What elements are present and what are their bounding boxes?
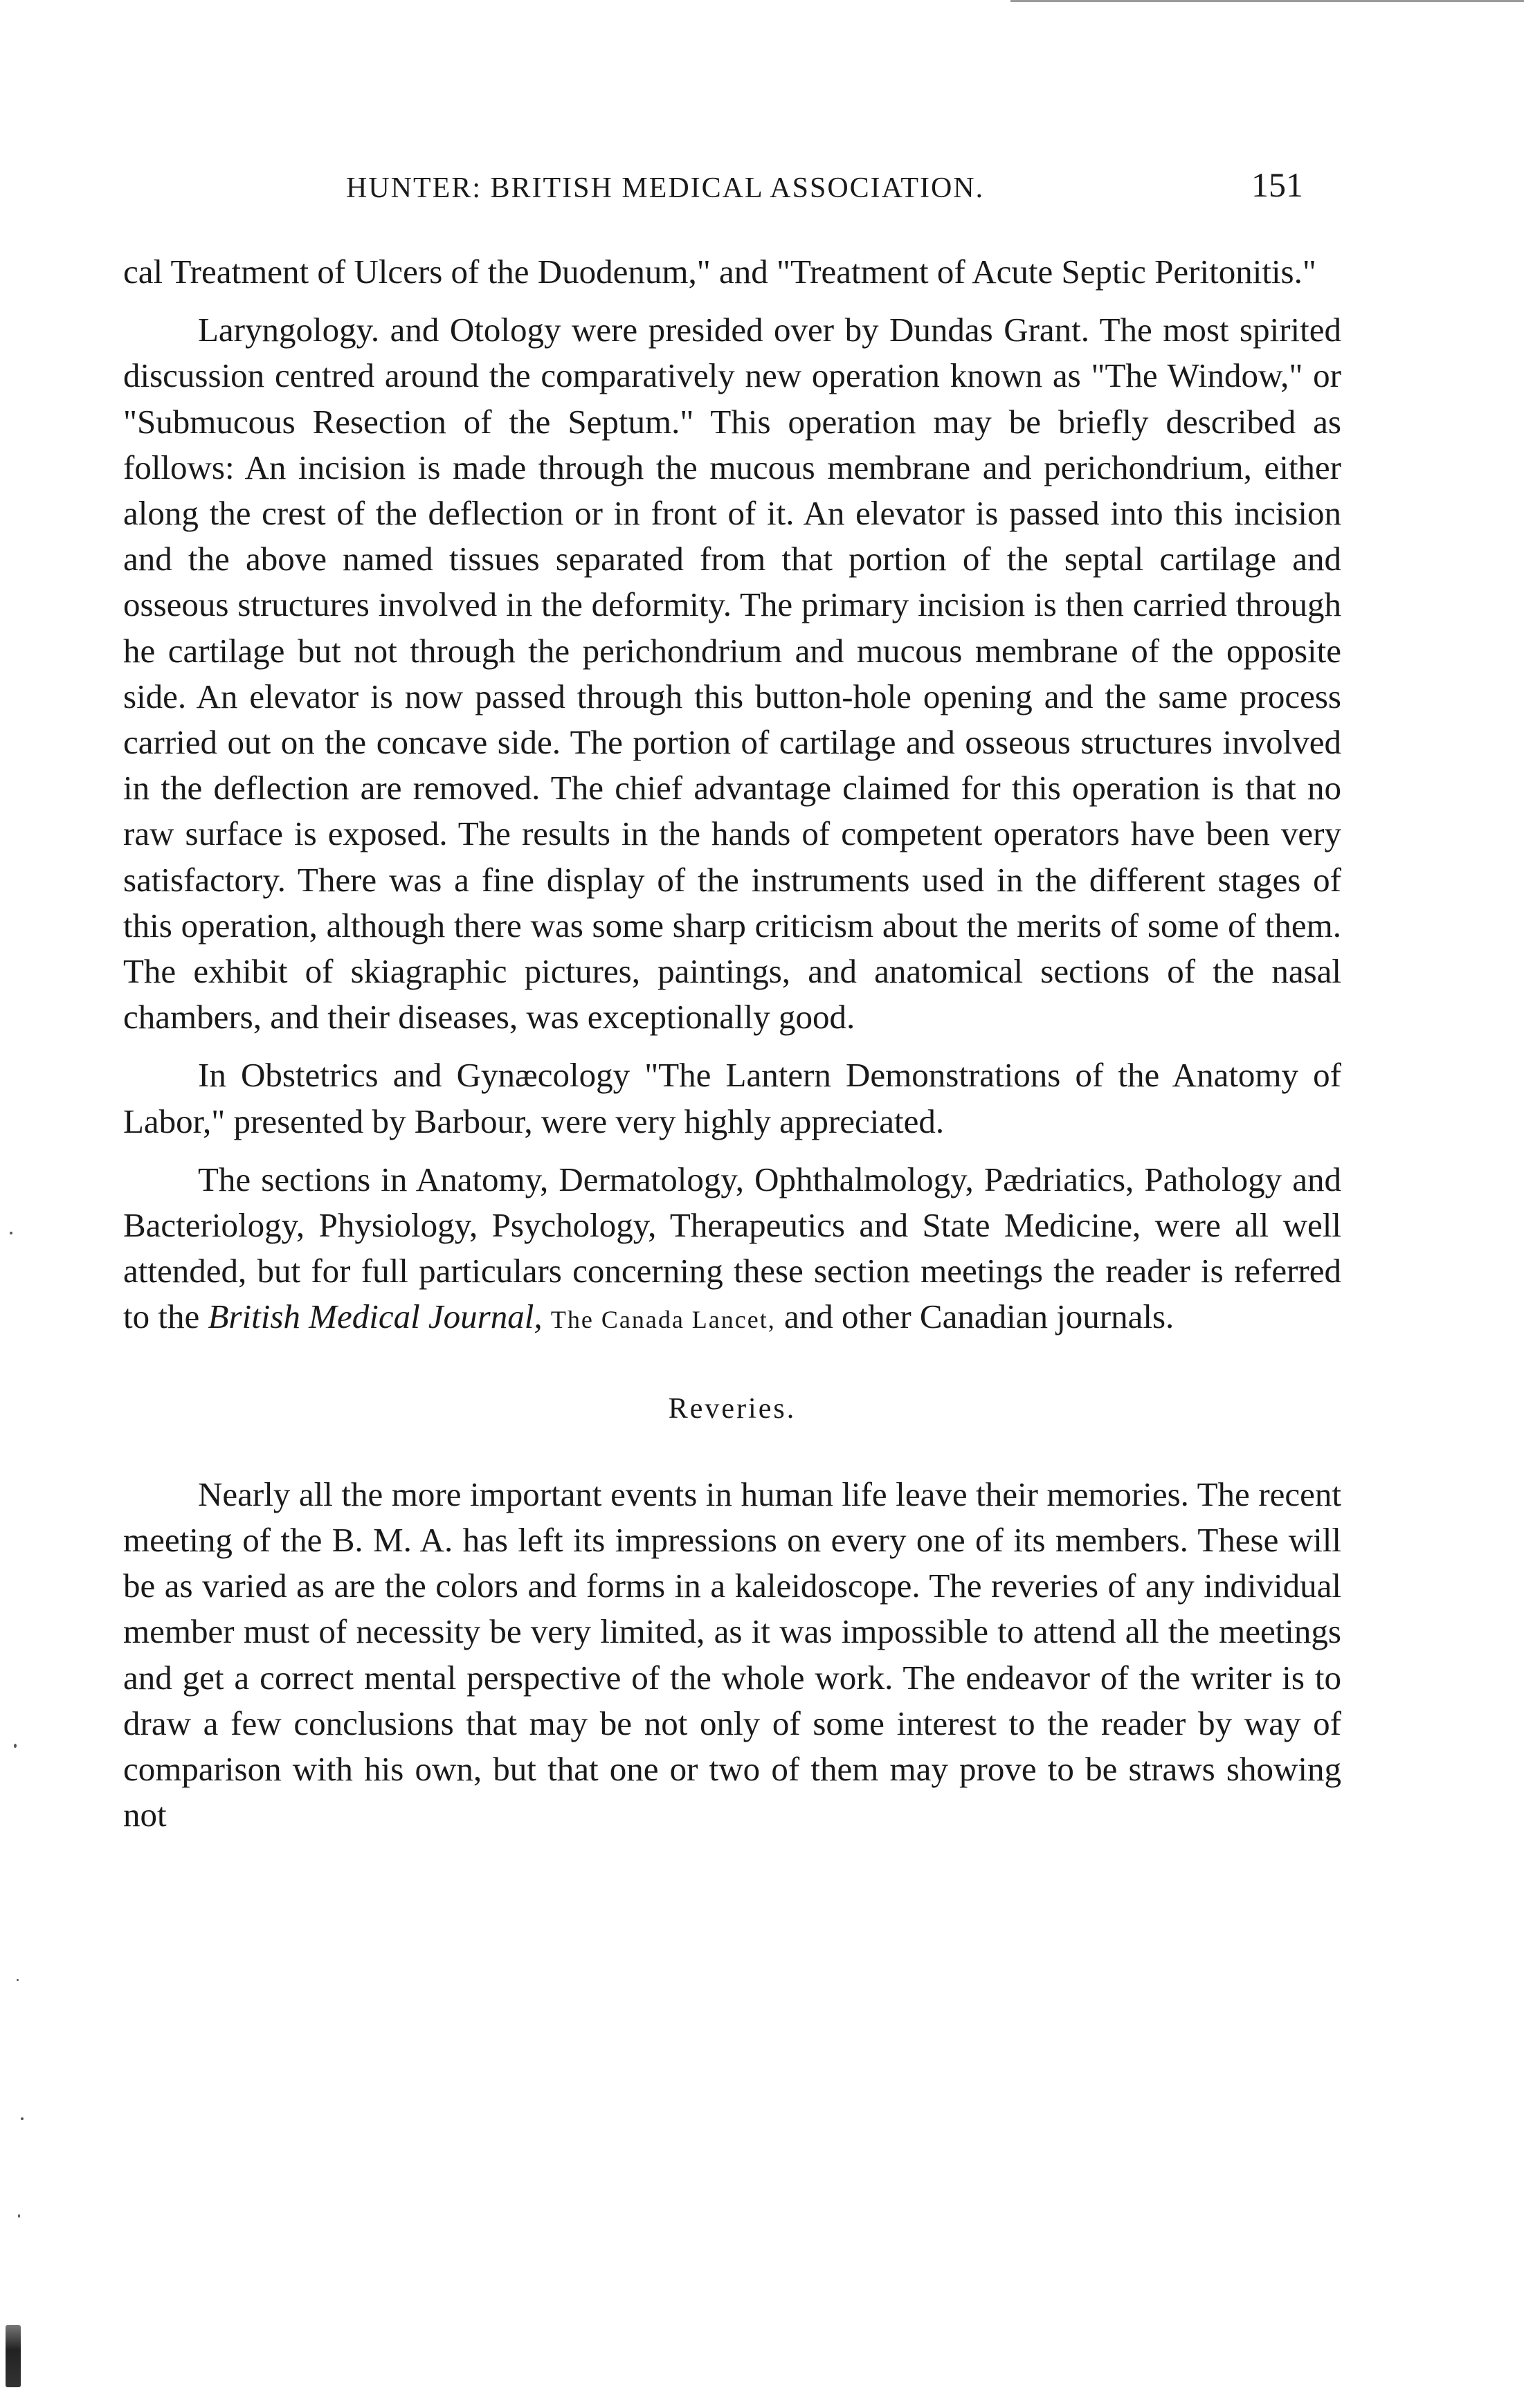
paragraph-continued: cal Treatment of Ulcers of the Duodenum," and "Treatment of Acute Septic Peritonitis." xyxy=(123,253,1316,291)
body-text xyxy=(123,249,1341,1851)
scan-speck xyxy=(21,2117,24,2120)
journal-title: British Medical Journal, xyxy=(208,1297,543,1336)
scan-speck xyxy=(14,1744,17,1748)
scan-speck xyxy=(18,2214,20,2218)
scan-speck xyxy=(10,1232,12,1234)
page-number: 151 xyxy=(1251,165,1303,204)
running-head: HUNTER: BRITISH MEDICAL ASSOCIATION. xyxy=(346,172,985,204)
binding-edge-mark xyxy=(6,2325,21,2387)
scan-speck xyxy=(17,1979,19,1981)
scan-edge-rule xyxy=(1010,0,1524,2)
sections-text-end: and other Canadian journals. xyxy=(775,1297,1174,1336)
paragraph-obstetrics: In Obstetrics and Gynæcology "The Lantern Demonstrations of the Anatomy of Labor," presented by Barbour, were very highly appreciated. xyxy=(123,1056,1341,1140)
section-heading-reveries: Reveries. xyxy=(668,1392,797,1425)
lancet-title: The Canada Lancet, xyxy=(550,1306,776,1334)
paragraph-reveries: Nearly all the more important events in human life leave their memories. The recent meeting of the B. M. A. has left its impressions on every one of its members. These will be as varied as are the colors and forms in a kaleidoscope. The reveries of any individual member must of necessity be very limited, as it was impossible to attend all the meetings and get a correct mental perspective of the whole work. The endeavor of the writer is to draw a few conclusions that may be not only of some interest to the reader by way of comparison with his own, but that one or two of them may prove to be straws showing not xyxy=(123,1475,1341,1834)
sections-text: The sections in Anatomy, Dermatology, Ophthalmology, Pædriatics, Pathology and Bacteriology, Physiology, Psychology, Therapeutics and State Medicine, were all well attended, but for full particulars concerning these section meetings the reader is referred to the xyxy=(123,1160,1341,1336)
paragraph-laryngology: Laryngology. and Otology were presided over by Dundas Grant. The most spirited discussion centred around the comparatively new operation known as "The Window," or "Submucous Resection of the Septum." This operation may be briefly described as follows: An incision is made through the mucous membrane and perichondrium, either along the crest of the deflection or in front of it. An elevator is passed into this incision and the above named tissues separated from that portion of the septal cartilage and osseous structures involved in the deformity. The primary incision is then carried through he cartilage but not through the perichondrium and mucous membrane of the opposite side. An elevator is now passed through this button-hole opening and the same process carried out on the concave side. The portion of cartilage and osseous structures involved in the deflection are removed. The chief advantage claimed for this operation is that no raw surface is exposed. The results in the hands of competent operators have been very satisfactory. There was a fine display of the instruments used in the different stages of this operation, although there was some sharp criticism about the merits of some of them. The exhibit of skiagraphic pictures, paintings, and anatomical sections of the nasal chambers, and their diseases, was exceptionally good. xyxy=(123,311,1341,1037)
paragraph-sections xyxy=(123,1157,1341,1343)
